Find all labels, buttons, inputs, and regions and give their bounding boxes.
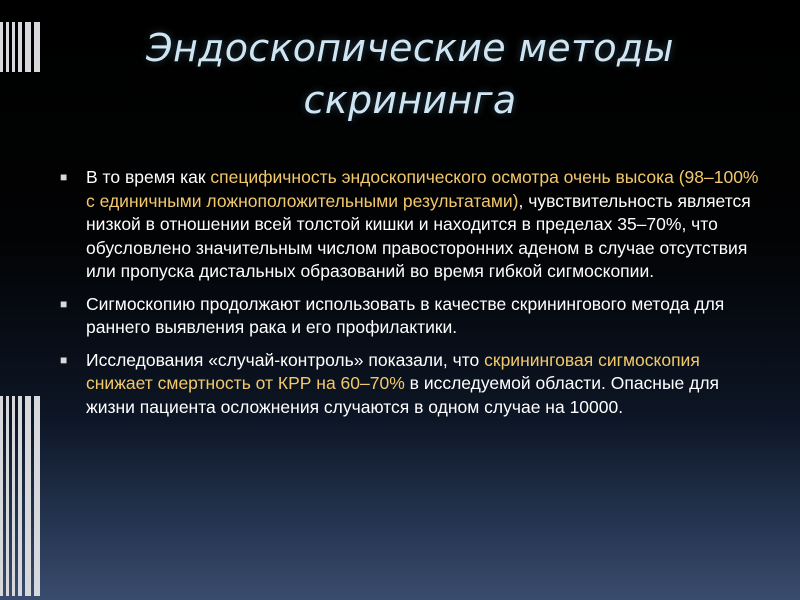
deco-bar — [34, 22, 40, 72]
bullet-square-icon: ■ — [60, 296, 68, 311]
bullet-highlight-text: специфичность эндоскопического осмотра очень высока (98–100% с единичными ложноположительными результатами) — [86, 167, 759, 211]
deco-bar — [25, 22, 31, 72]
slide-title — [60, 22, 760, 126]
deco-bar — [0, 22, 3, 72]
bullet-square-icon: ■ — [60, 170, 68, 184]
bullet-text: В то время как — [86, 167, 211, 187]
deco-bar — [34, 396, 40, 596]
bullet-highlight-text: скрининговая сигмоскопия снижает смертность от КРР на 60–70% — [86, 349, 700, 393]
bullet-item — [60, 349, 765, 420]
slide-title-line-1: Эндоскопические методы — [146, 26, 674, 70]
bullet-item — [60, 166, 765, 284]
bullet-text: в исследуемой области. Опасные для жизни пациента осложнения случаются в одном случае на 10000. — [86, 373, 720, 417]
bullet-text: , чувствительность является низкой в отношении всей толстой кишки и находится в пределах 35–70%, что обусловлено значительным числом правосторонних аденом в случае отсутствия или пропуска дистальных образований во время гибкой сигмоскопии. — [86, 190, 751, 281]
bullet-list — [60, 166, 765, 428]
deco-bar — [0, 396, 3, 596]
bullet-text: Сигмоскопию продолжают использовать в качестве скринингового метода для раннего выявления рака и его профилактики. — [86, 293, 725, 337]
deco-bar — [6, 22, 9, 72]
bullet-item — [60, 293, 765, 340]
deco-bar — [6, 396, 9, 596]
deco-bar — [18, 22, 22, 72]
bullet-square-icon: ■ — [60, 352, 68, 367]
deco-bar — [12, 22, 15, 72]
deco-bar — [12, 396, 15, 596]
deco-bar — [25, 396, 31, 596]
slide-title-line-2: скрининга — [303, 78, 517, 122]
deco-bar — [18, 396, 22, 596]
bullet-text: Исследования «случай-контроль» показали, что — [86, 349, 485, 370]
